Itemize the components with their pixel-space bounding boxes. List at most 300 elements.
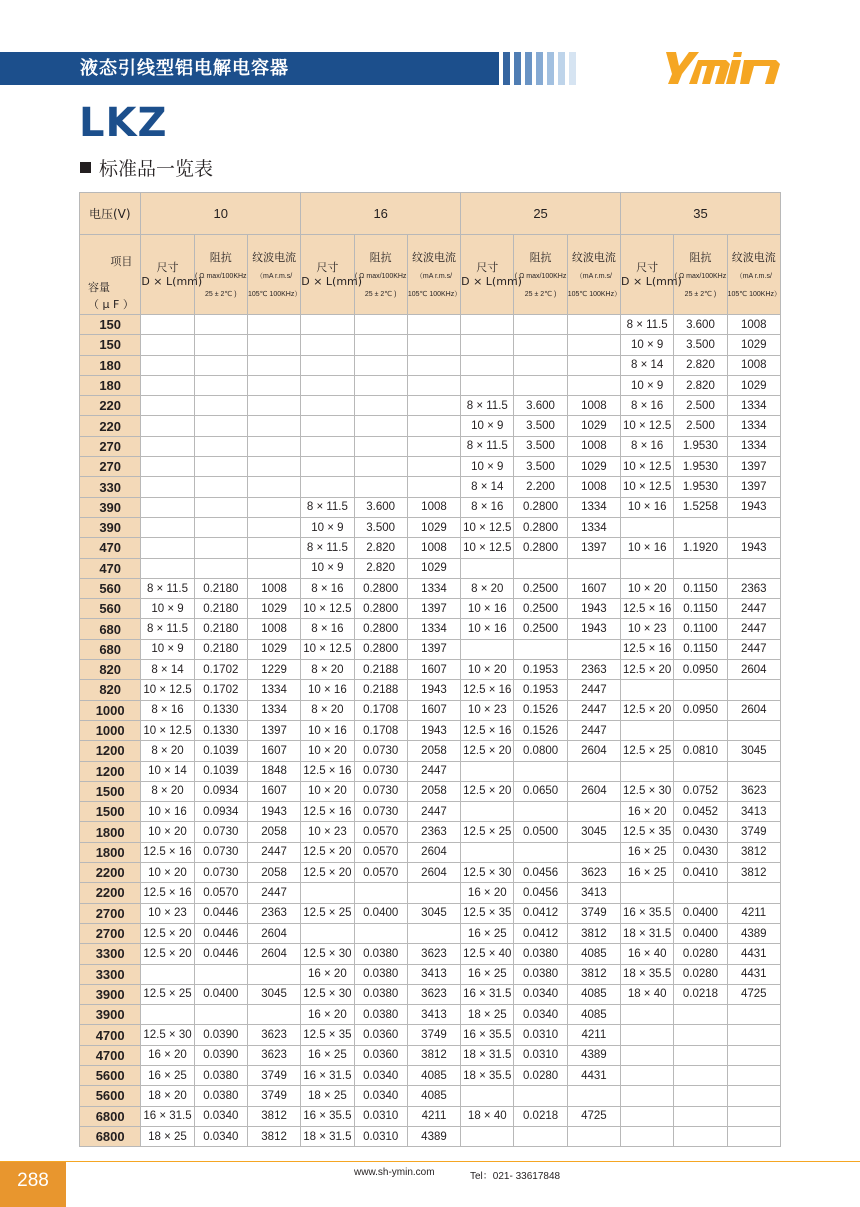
ripple-cell: 3749 [727, 822, 780, 842]
ripple-cell [247, 477, 300, 497]
ripple-cell [247, 517, 300, 537]
ripple-cell: 1397 [727, 477, 780, 497]
impedance-cell: 0.1953 [514, 680, 567, 700]
ripple-cell: 2363 [247, 903, 300, 923]
ripple-cell: 1943 [567, 619, 620, 639]
impedance-cell: 0.0400 [674, 923, 727, 943]
size-cell: 10 × 12.5 [301, 639, 354, 659]
table-row [80, 1045, 781, 1065]
capacitance-cell: 180 [80, 375, 141, 395]
ripple-cell: 2604 [727, 660, 780, 680]
size-cell: 10 × 16 [621, 497, 674, 517]
size-cell: 10 × 20 [301, 781, 354, 801]
ripple-cell: 1607 [567, 578, 620, 598]
ripple-cell [727, 517, 780, 537]
size-cell: 18 × 40 [621, 984, 674, 1004]
impedance-cell: 1.9530 [674, 457, 727, 477]
table-row [80, 477, 781, 497]
size-cell [141, 355, 194, 375]
footer-tel: Tel：021- 33617848 [470, 1171, 561, 1182]
ripple-cell: 1607 [247, 741, 300, 761]
page-number: 288 [0, 1162, 66, 1207]
ripple-cell: 2604 [407, 842, 460, 862]
impedance-cell: 0.0730 [354, 761, 407, 781]
ripple-unit: （mA r.m.s/ [575, 272, 612, 280]
ripple-cell: 3749 [247, 1086, 300, 1106]
impedance-cell: 0.0446 [194, 923, 247, 943]
ripple-cell [727, 1045, 780, 1065]
impedance-cell [354, 315, 407, 335]
impedance-cell: 0.0456 [514, 863, 567, 883]
ripple-cell: 1397 [727, 457, 780, 477]
ripple-cell: 1943 [727, 497, 780, 517]
ripple-cell: 3045 [407, 903, 460, 923]
table-row [80, 639, 781, 659]
impedance-cell: 0.1702 [194, 660, 247, 680]
size-cell: 18 × 35.5 [621, 964, 674, 984]
ripple-cell: 1008 [247, 619, 300, 639]
impedance-cell: 0.0934 [194, 802, 247, 822]
capacitance-cell: 1000 [80, 700, 141, 720]
ripple-cell [407, 315, 460, 335]
impedance-cell [514, 1126, 567, 1146]
table-row [80, 842, 781, 862]
size-cell: 12.5 × 20 [461, 781, 514, 801]
impedance-cell: 0.0310 [514, 1025, 567, 1045]
ripple-cell [407, 416, 460, 436]
ripple-cell: 3812 [567, 923, 620, 943]
size-cell: 12.5 × 20 [301, 842, 354, 862]
impedance-cell: 0.2800 [514, 517, 567, 537]
impedance-cell: 0.1039 [194, 761, 247, 781]
corner-item-label: 项目 [110, 255, 133, 268]
table-row [80, 578, 781, 598]
ripple-cell [727, 1126, 780, 1146]
ripple-cell: 1334 [407, 619, 460, 639]
size-cell: 12.5 × 30 [301, 944, 354, 964]
size-cell: 16 × 35.5 [461, 1025, 514, 1045]
ripple-cell: 1848 [247, 761, 300, 781]
ripple-cell [247, 558, 300, 578]
size-cell [461, 335, 514, 355]
table-row [80, 315, 781, 335]
ripple-cell [727, 720, 780, 740]
impedance-cell [194, 457, 247, 477]
size-cell: 12.5 × 16 [461, 680, 514, 700]
size-cell [141, 396, 194, 416]
size-cell [621, 517, 674, 537]
size-cell [621, 1005, 674, 1025]
footer-rule [0, 1161, 860, 1162]
table-row [80, 883, 781, 903]
ripple-cell [407, 457, 460, 477]
impedance-cell [194, 436, 247, 456]
impedance-cell [194, 538, 247, 558]
impedance-cell: 2.500 [674, 416, 727, 436]
ripple-cell [567, 315, 620, 335]
size-cell: 12.5 × 16 [301, 761, 354, 781]
ripple-cell: 1397 [407, 599, 460, 619]
ripple-cell: 2447 [567, 680, 620, 700]
ripple-cell: 1607 [407, 700, 460, 720]
ripple-title: 纹波电流 [411, 250, 456, 264]
capacitance-cell: 1200 [80, 761, 141, 781]
size-cell: 16 × 20 [141, 1045, 194, 1065]
impedance-cell [514, 1086, 567, 1106]
table-row [80, 1126, 781, 1146]
ripple-cell [727, 558, 780, 578]
table-row [80, 802, 781, 822]
capacitance-cell: 1800 [80, 822, 141, 842]
ripple-cell: 1397 [247, 720, 300, 740]
size-cell: 8 × 11.5 [621, 315, 674, 335]
capacitance-cell: 1500 [80, 802, 141, 822]
ripple-unit-freq: 105℃ 100KHz） [727, 290, 781, 298]
size-cell [461, 842, 514, 862]
impedance-cell: 0.0446 [194, 903, 247, 923]
size-cell: 10 × 12.5 [301, 599, 354, 619]
impedance-cell: 0.1526 [514, 720, 567, 740]
size-cell [141, 477, 194, 497]
impedance-cell: 0.1708 [354, 700, 407, 720]
ripple-cell: 3749 [247, 1065, 300, 1085]
impedance-cell: 0.2500 [514, 578, 567, 598]
ripple-cell [247, 497, 300, 517]
ripple-cell [727, 761, 780, 781]
ripple-cell: 1334 [727, 436, 780, 456]
size-cell: 8 × 14 [461, 477, 514, 497]
ripple-cell: 3749 [407, 1025, 460, 1045]
impedance-cell: 0.0730 [194, 863, 247, 883]
impedance-cell: 1.9530 [674, 477, 727, 497]
corner-unit-label: （ μ F ） [88, 298, 134, 311]
ripple-cell [727, 1065, 780, 1085]
size-cell: 18 × 31.5 [301, 1126, 354, 1146]
ripple-cell: 2363 [727, 578, 780, 598]
size-cell: 12.5 × 20 [461, 741, 514, 761]
category-title: 液态引线型铝电解电容器 [80, 58, 289, 79]
size-cell: 12.5 × 20 [141, 944, 194, 964]
impedance-cell: 0.0390 [194, 1045, 247, 1065]
capacitance-cell: 390 [80, 497, 141, 517]
capacitance-cell: 150 [80, 315, 141, 335]
impedance-cell [514, 639, 567, 659]
size-cell [621, 680, 674, 700]
ripple-cell [567, 558, 620, 578]
impedance-cell: 0.0400 [194, 984, 247, 1004]
size-cell [301, 416, 354, 436]
size-cell: 12.5 × 35 [621, 822, 674, 842]
impedance-cell [194, 396, 247, 416]
footer-website: www.sh-ymin.com [354, 1167, 435, 1178]
impedance-cell: 0.0570 [194, 883, 247, 903]
impedance-cell: 0.2800 [514, 497, 567, 517]
size-cell: 12.5 × 30 [301, 984, 354, 1004]
size-cell: 10 × 12.5 [621, 457, 674, 477]
impedance-cell: 0.0570 [354, 842, 407, 862]
impedance-cell [514, 802, 567, 822]
ripple-cell: 2447 [247, 842, 300, 862]
size-cell [461, 1126, 514, 1146]
size-cell: 8 × 20 [461, 578, 514, 598]
ripple-cell: 3812 [727, 863, 780, 883]
table-row [80, 1005, 781, 1025]
ripple-cell: 2604 [567, 781, 620, 801]
impedance-cell [354, 436, 407, 456]
size-cell: 18 × 35.5 [461, 1065, 514, 1085]
impedance-cell: 0.0730 [354, 741, 407, 761]
impedance-cell: 0.2188 [354, 680, 407, 700]
size-cell: 8 × 16 [621, 436, 674, 456]
ripple-cell: 1943 [247, 802, 300, 822]
ripple-cell [567, 639, 620, 659]
size-cell [621, 1086, 674, 1106]
ripple-cell: 4725 [727, 984, 780, 1004]
impedance-title: 阻抗 [529, 250, 552, 264]
impedance-cell [674, 558, 727, 578]
size-cell: 12.5 × 40 [461, 944, 514, 964]
ripple-cell [247, 416, 300, 436]
size-cell [621, 558, 674, 578]
table-row [80, 944, 781, 964]
size-cell [461, 558, 514, 578]
impedance-cell [194, 558, 247, 578]
impedance-cell: 0.2800 [354, 578, 407, 598]
impedance-cell: 0.0800 [514, 741, 567, 761]
ripple-cell: 4431 [727, 944, 780, 964]
ripple-cell: 3623 [727, 781, 780, 801]
size-cell [301, 335, 354, 355]
capacitance-cell: 470 [80, 538, 141, 558]
table-row [80, 700, 781, 720]
size-cell: 8 × 20 [301, 660, 354, 680]
impedance-cell [674, 720, 727, 740]
size-cell: 8 × 11.5 [461, 436, 514, 456]
impedance-cell: 0.2800 [514, 538, 567, 558]
capacitance-cell: 680 [80, 619, 141, 639]
table-row [80, 457, 781, 477]
ripple-cell: 1334 [567, 517, 620, 537]
voltage-35: 35 [621, 193, 781, 235]
ripple-cell: 1008 [407, 497, 460, 517]
ripple-cell: 1008 [567, 396, 620, 416]
impedance-cell: 3.500 [354, 517, 407, 537]
capacitance-cell: 6800 [80, 1106, 141, 1126]
size-title: 尺寸 [156, 260, 179, 274]
impedance-cell [674, 1065, 727, 1085]
size-cell: 8 × 14 [621, 355, 674, 375]
ripple-cell: 2363 [567, 660, 620, 680]
size-cell [301, 355, 354, 375]
table-row [80, 903, 781, 923]
ripple-cell: 1334 [407, 578, 460, 598]
size-cell: 10 × 9 [621, 335, 674, 355]
size-cell [141, 538, 194, 558]
table-row [80, 619, 781, 639]
ripple-cell: 4085 [567, 984, 620, 1004]
table-row [80, 1025, 781, 1045]
size-header [141, 235, 203, 315]
size-header [621, 235, 682, 315]
impedance-cell: 3.500 [674, 335, 727, 355]
table-row [80, 375, 781, 395]
impedance-cell: 0.0380 [354, 964, 407, 984]
impedance-cell: 0.0340 [354, 1086, 407, 1106]
ripple-cell: 2058 [247, 863, 300, 883]
impedance-cell: 0.0412 [514, 903, 567, 923]
size-cell [141, 416, 194, 436]
size-cell [621, 720, 674, 740]
section-title: 标准品一览表 [99, 158, 214, 180]
size-cell: 8 × 16 [301, 619, 354, 639]
impedance-cell [194, 416, 247, 436]
size-cell: 10 × 14 [141, 761, 194, 781]
table-row [80, 416, 781, 436]
ripple-cell: 1029 [247, 599, 300, 619]
impedance-cell: 0.0340 [514, 984, 567, 1004]
ripple-cell [247, 436, 300, 456]
size-cell: 16 × 25 [461, 964, 514, 984]
size-title: 尺寸 [636, 260, 659, 274]
ripple-cell: 1008 [567, 436, 620, 456]
capacitance-cell: 390 [80, 517, 141, 537]
size-cell [141, 497, 194, 517]
size-cell: 8 × 11.5 [301, 538, 354, 558]
size-cell [141, 964, 194, 984]
size-unit: D × L(mm) [461, 274, 522, 288]
table-row [80, 538, 781, 558]
table-row [80, 436, 781, 456]
ripple-cell: 2058 [407, 741, 460, 761]
ripple-cell: 1008 [247, 578, 300, 598]
size-cell: 10 × 20 [141, 863, 194, 883]
ripple-cell: 3812 [727, 842, 780, 862]
ripple-cell: 1029 [247, 639, 300, 659]
capacitance-cell: 3300 [80, 964, 141, 984]
size-cell [141, 375, 194, 395]
ripple-cell [567, 802, 620, 822]
table-row [80, 1086, 781, 1106]
size-cell: 10 × 9 [301, 517, 354, 537]
ripple-cell: 2447 [567, 720, 620, 740]
ripple-cell [727, 680, 780, 700]
ripple-cell: 1029 [727, 335, 780, 355]
impedance-cell [354, 355, 407, 375]
table-row [80, 517, 781, 537]
impedance-cell [514, 335, 567, 355]
impedance-cell [194, 497, 247, 517]
size-cell: 10 × 12.5 [621, 416, 674, 436]
impedance-cell: 0.0380 [354, 1005, 407, 1025]
size-cell: 8 × 11.5 [301, 497, 354, 517]
impedance-cell [194, 335, 247, 355]
impedance-cell: 0.1150 [674, 599, 727, 619]
impedance-cell [674, 1086, 727, 1106]
table-row [80, 396, 781, 416]
impedance-cell: 0.2800 [354, 599, 407, 619]
size-cell: 10 × 20 [461, 660, 514, 680]
ripple-cell: 1029 [727, 375, 780, 395]
spec-table-body [80, 315, 781, 1147]
capacitance-cell: 2200 [80, 883, 141, 903]
size-cell: 12.5 × 20 [301, 863, 354, 883]
ripple-cell [407, 396, 460, 416]
impedance-cell [354, 396, 407, 416]
capacitance-cell: 680 [80, 639, 141, 659]
ripple-cell: 2447 [727, 619, 780, 639]
impedance-cell: 0.0412 [514, 923, 567, 943]
impedance-cell: 0.1100 [674, 619, 727, 639]
corner-cap-label: 容量 [88, 281, 110, 294]
impedance-cell: 0.0570 [354, 863, 407, 883]
size-cell: 10 × 16 [301, 720, 354, 740]
ripple-cell [567, 1126, 620, 1146]
impedance-cell: 0.0280 [674, 964, 727, 984]
size-cell: 8 × 16 [301, 578, 354, 598]
size-cell: 16 × 20 [301, 1005, 354, 1025]
impedance-cell: 0.2180 [194, 599, 247, 619]
ripple-cell: 4725 [567, 1106, 620, 1126]
ripple-cell: 2604 [727, 700, 780, 720]
ripple-cell: 1943 [567, 599, 620, 619]
ripple-header [247, 235, 300, 315]
impedance-cell [194, 517, 247, 537]
size-cell [621, 1045, 674, 1065]
impedance-cell [354, 457, 407, 477]
impedance-cell: 0.1150 [674, 639, 727, 659]
impedance-cell: 0.0218 [674, 984, 727, 1004]
ripple-unit: （mA r.m.s/ [415, 272, 453, 280]
size-cell: 12.5 × 25 [141, 984, 194, 1004]
ripple-cell: 1334 [247, 700, 300, 720]
ripple-cell: 1943 [727, 538, 780, 558]
capacitance-cell: 3900 [80, 1005, 141, 1025]
size-cell [461, 761, 514, 781]
capacitance-cell: 1200 [80, 741, 141, 761]
impedance-cell: 0.0360 [354, 1025, 407, 1045]
table-row [80, 355, 781, 375]
impedance-cell: 2.820 [674, 355, 727, 375]
ripple-header [407, 235, 460, 315]
ymin-logo [662, 46, 782, 88]
ripple-cell [247, 964, 300, 984]
impedance-unit-temp: 25 ± 2℃ ) [205, 290, 237, 298]
impedance-cell: 0.0340 [514, 1005, 567, 1025]
impedance-cell [514, 842, 567, 862]
ripple-cell: 1334 [727, 416, 780, 436]
ripple-cell: 2447 [407, 761, 460, 781]
impedance-cell: 0.0730 [194, 822, 247, 842]
table-row [80, 335, 781, 355]
impedance-cell: 1.9530 [674, 436, 727, 456]
capacitance-cell: 330 [80, 477, 141, 497]
table-row [80, 984, 781, 1004]
impedance-cell: 0.0380 [354, 984, 407, 1004]
impedance-title: 阻抗 [689, 250, 712, 264]
capacitance-cell: 270 [80, 457, 141, 477]
ripple-unit-freq: 105℃ 100KHz） [407, 290, 462, 298]
size-cell: 16 × 25 [461, 923, 514, 943]
ripple-cell: 3413 [567, 883, 620, 903]
ripple-cell: 3812 [247, 1106, 300, 1126]
size-cell [141, 436, 194, 456]
table-row [80, 1106, 781, 1126]
ripple-cell: 4085 [567, 944, 620, 964]
size-cell: 18 × 31.5 [461, 1045, 514, 1065]
size-cell [461, 639, 514, 659]
impedance-cell [354, 335, 407, 355]
size-cell: 12.5 × 20 [141, 923, 194, 943]
